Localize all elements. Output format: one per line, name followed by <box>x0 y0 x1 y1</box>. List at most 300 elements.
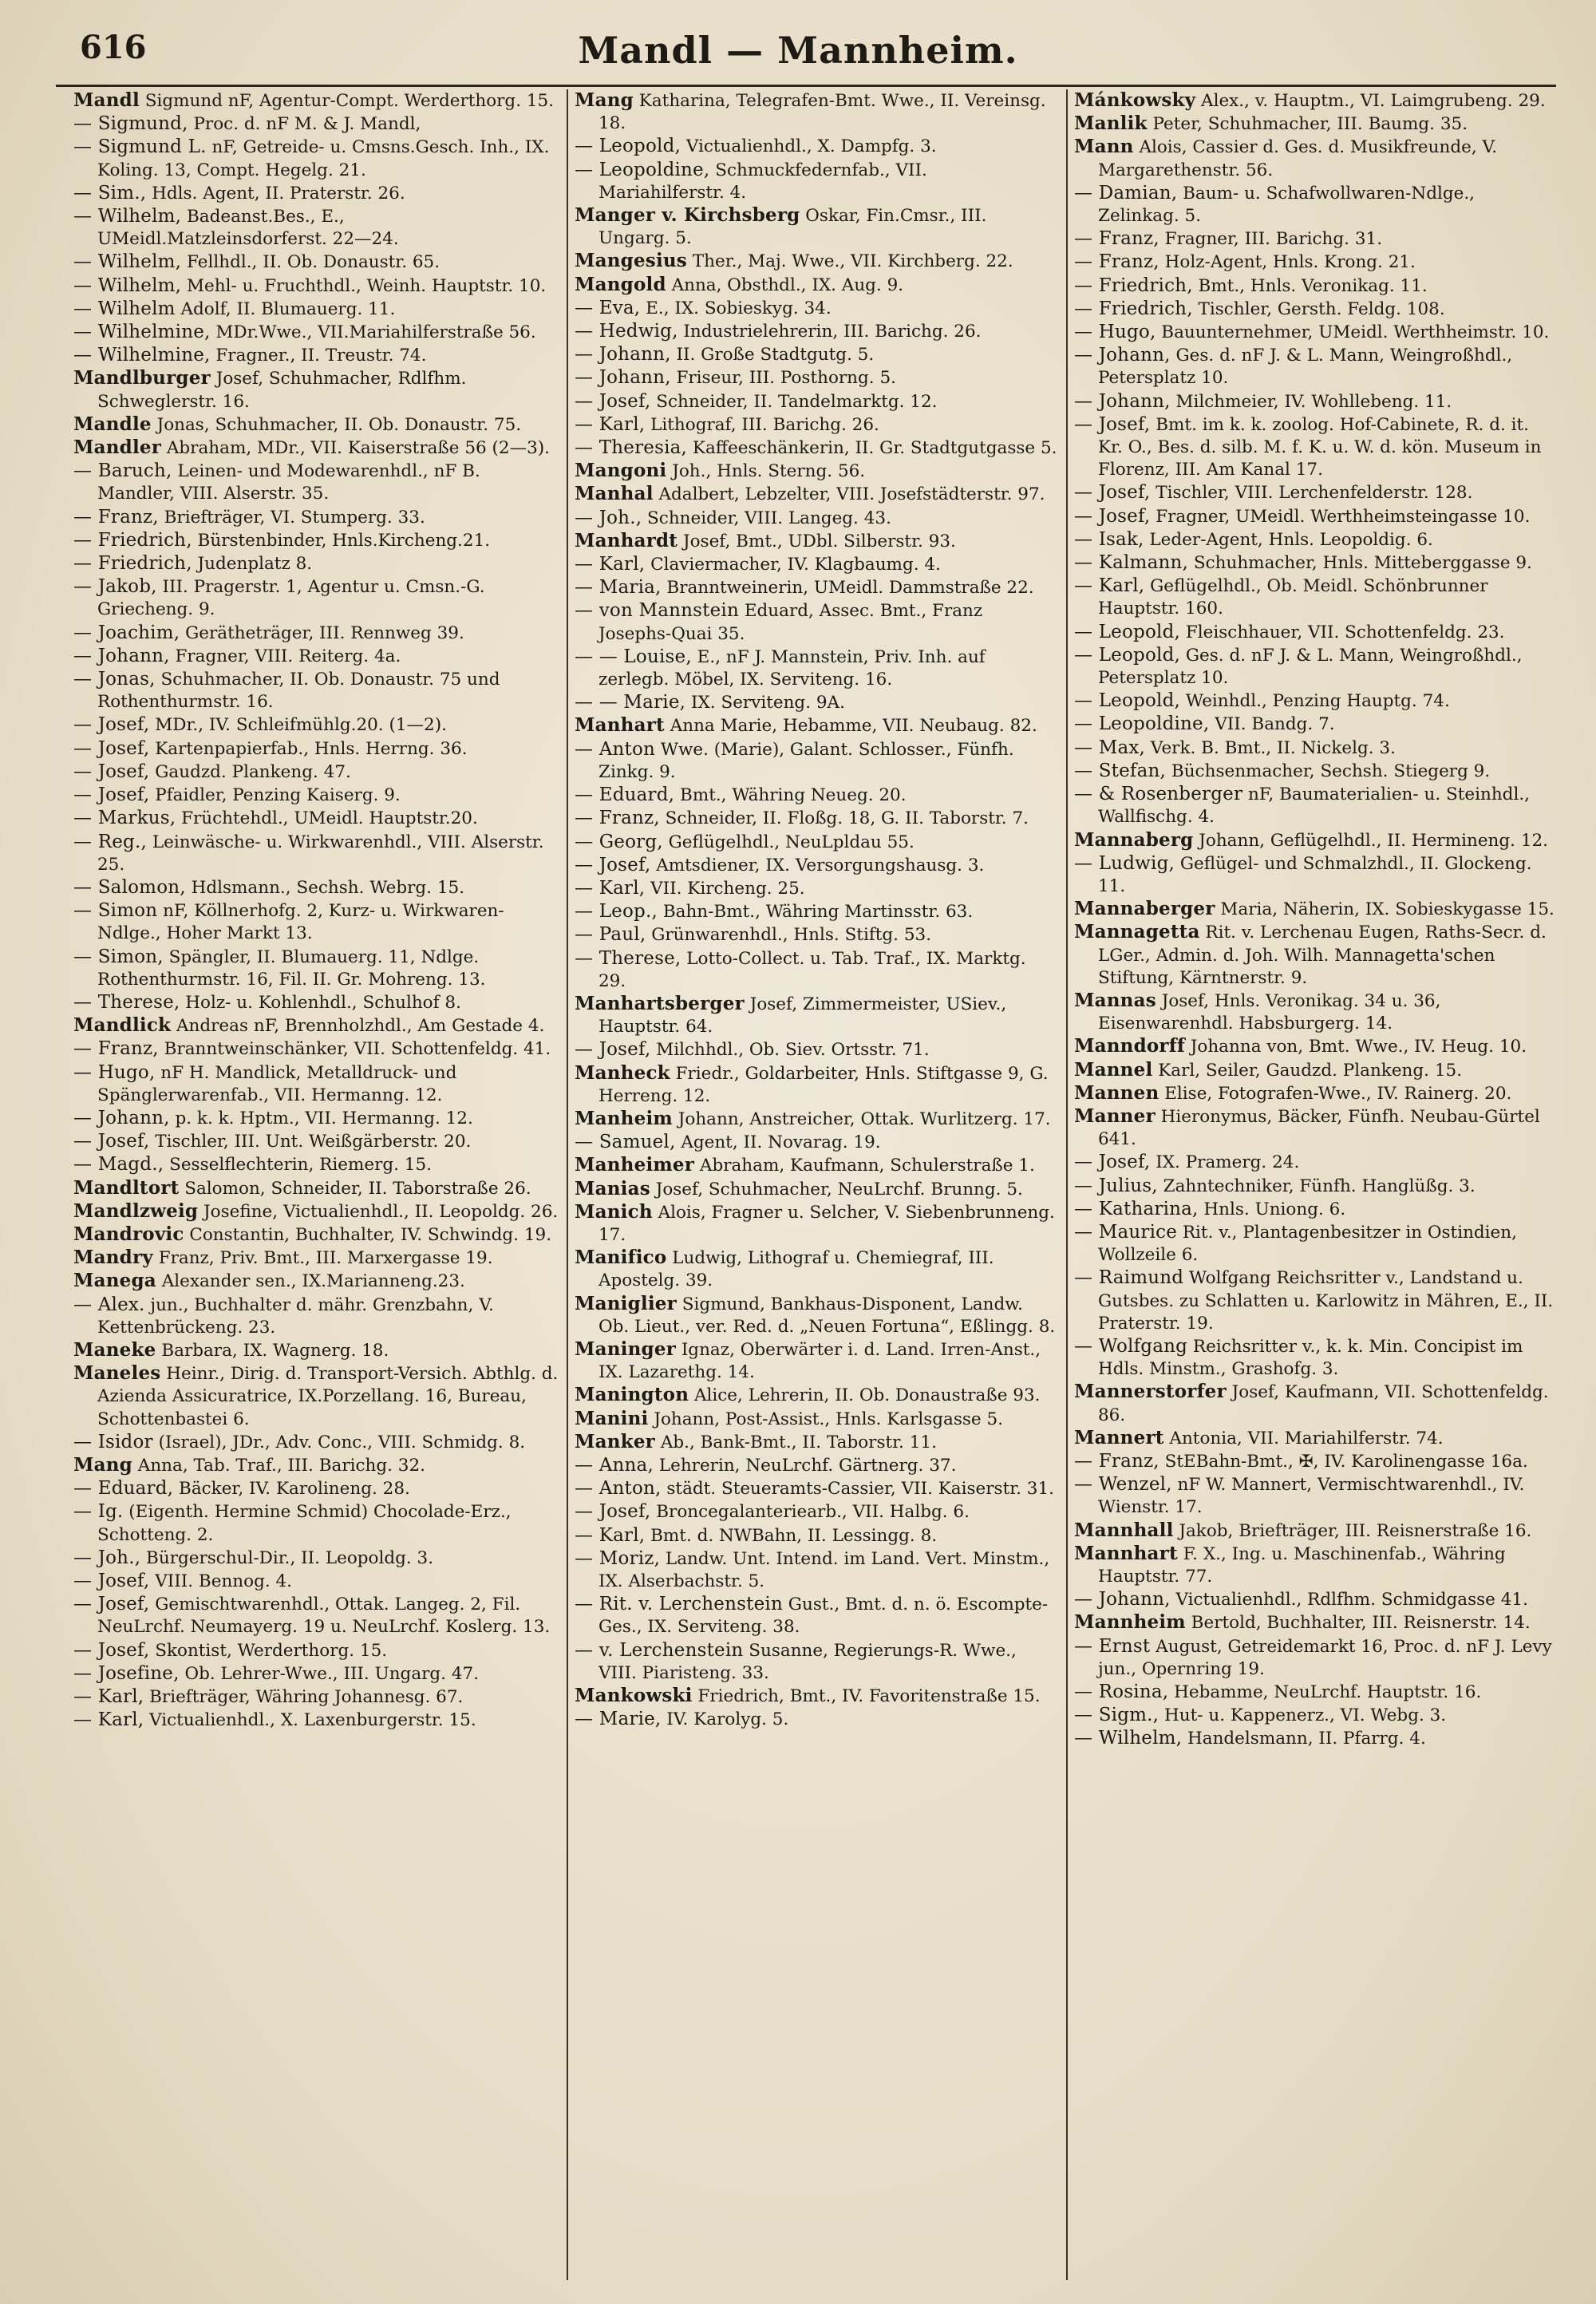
entry-details: Friedrich, Bmt., IV. Favoritenstraße 15. <box>692 1686 1041 1707</box>
entry-details: städt. Steueramts-Cassier, VII. Kaiserstr. 31. <box>661 1479 1054 1500</box>
entry-details: nF, Getreide- u. Cmsns.Gesch. Inh., IX. Koling. 13, Compt. Hegelg. 21. <box>97 137 550 180</box>
entry-name: — Wilhelm, <box>1074 1728 1183 1749</box>
entry-details: Branntweinschänker, VII. Schottenfeldg. 41. <box>158 1039 551 1060</box>
entry-details: Maria, Näherin, IX. Sobieskygasse 15. <box>1215 899 1555 920</box>
directory-entry <box>575 1524 1058 1547</box>
entry-details: Victualienhdl., X. Laxenburgerstr. 15. <box>144 1710 476 1731</box>
entry-name: Maneke <box>73 1338 156 1361</box>
directory-entry <box>575 413 1058 437</box>
entry-details: StEBahn-Bmt., ✠, IV. Karolinengasse 16a. <box>1159 1451 1528 1472</box>
directory-entry <box>1074 528 1558 551</box>
entry-details: Ther., Maj. Wwe., VII. Kirchberg. 22. <box>686 251 1013 272</box>
directory-entry <box>1074 1221 1558 1267</box>
entry-details: Josef, Kaufmann, VII. Schottenfeldg. 86. <box>1098 1382 1549 1425</box>
entry-details: nF, Köllnerhofg. 2, Kurz- u. Wirkwaren-Ndlge., Hoher Markt 13. <box>97 901 504 944</box>
directory-entry <box>73 991 559 1014</box>
entry-name: — Georg, <box>575 831 663 852</box>
entry-details: IX. Serviteng. 9A. <box>685 693 845 713</box>
directory-entry <box>1074 690 1558 713</box>
directory-entry <box>73 876 559 899</box>
entry-name: — Max, <box>1074 737 1146 758</box>
entry-name: Mánkowsky <box>1074 89 1196 111</box>
entry-name: — Hugo, <box>73 1061 156 1083</box>
entry-name: Manlik <box>1074 113 1148 135</box>
entry-details: Geflügelhdl., NeuLpldau 55. <box>662 832 915 852</box>
entry-name: — Isak, <box>1074 528 1144 550</box>
directory-entry <box>1074 1473 1558 1519</box>
entry-details: Bmt., Währing Neueg. 20. <box>674 785 907 806</box>
entry-details: Fragner, III. Barichg. 31. <box>1159 229 1383 250</box>
entry-details: Gerätheträger, III. Rennweg 39. <box>180 622 464 643</box>
entry-details: Badeanst.Bes., E., UMeidl.Matzleinsdorferst. 22—24. <box>97 207 399 250</box>
directory-entry <box>1074 921 1558 990</box>
entry-details: Leder-Agent, Hnls. Leopoldig. 6. <box>1144 529 1433 550</box>
directory-entry <box>575 530 1058 553</box>
entry-details: Constantin, Buchhalter, IV. Schwindg. 19. <box>184 1224 552 1245</box>
entry-details: VIII. Bennog. 4. <box>149 1571 293 1591</box>
entry-details: Sigmund nF, Agentur-Compt. Werderthorg. 15. <box>139 91 555 111</box>
entry-name: — Raimund <box>1074 1267 1184 1289</box>
entry-details: nF W. Mannert, Vermischtwarenhdl., IV. Wienstr. 17. <box>1098 1475 1525 1518</box>
entry-details: III. Pragerstr. 1, Agentur u. Cmsn.-G. Griecheng. 9. <box>97 577 485 620</box>
directory-entry <box>73 182 559 205</box>
directory-entry <box>73 1362 559 1431</box>
directory-entry <box>1074 89 1558 113</box>
entry-details: Judenplatz 8. <box>192 554 313 575</box>
directory-entry <box>575 159 1058 204</box>
entry-name: — Julius, <box>1074 1175 1158 1196</box>
directory-entry <box>73 1014 559 1037</box>
entry-details: Milchhdl., Ob. Siev. Ortsstr. 71. <box>650 1040 930 1061</box>
entry-name: Manini <box>575 1407 649 1429</box>
entry-details: (Israel), JDr., Adv. Conc., VIII. Schmidg. 8. <box>152 1432 526 1452</box>
entry-name: — Isidor <box>73 1431 153 1452</box>
directory-entry <box>1074 1727 1558 1750</box>
entry-name: — Markus, <box>73 808 176 829</box>
entry-details: Rit. v., Plantagenbesitzer in Ostindien, Wollzeile 6. <box>1098 1222 1517 1266</box>
directory-entry <box>575 366 1058 389</box>
directory-entry <box>73 1662 559 1686</box>
entry-name: — Eduard, <box>575 784 675 806</box>
entry-name: Mang <box>575 89 634 111</box>
entry-name: — Karl, <box>1074 575 1145 597</box>
directory-entry <box>575 320 1058 343</box>
directory-entry <box>575 854 1058 877</box>
directory-entry <box>73 136 559 181</box>
entry-details: Reichsritter v., k. k. Min. Concipist im Hdls. Minstm., Grashofg. 3. <box>1098 1336 1523 1380</box>
entry-details: Alois, Cassier d. Ges. d. Musikfreunde, V. Margarethenstr. 56. <box>1098 137 1498 180</box>
entry-details: Schneider, VIII. Langeg. 43. <box>642 508 891 528</box>
entry-name: — Josef, <box>73 761 150 782</box>
entry-name: — Kalmann, <box>1074 552 1189 574</box>
directory-entry <box>1074 1681 1558 1704</box>
directory-entry <box>73 1593 559 1638</box>
entry-name: — Therese, <box>575 947 681 969</box>
directory-entry <box>575 947 1058 993</box>
entry-details: Bürstenbinder, Hnls.Kircheng.21. <box>192 530 491 551</box>
directory-entry <box>1074 1427 1558 1450</box>
entry-details: Hdls. Agent, II. Praterstr. 26. <box>146 183 405 204</box>
directory-entry <box>73 1339 559 1362</box>
directory-entry <box>73 1709 559 1732</box>
entry-details: Karl, Seiler, Gaudzd. Plankeng. 15. <box>1152 1060 1463 1081</box>
entry-name: — Rosina, <box>1074 1682 1169 1703</box>
directory-entry <box>73 298 559 321</box>
directory-entry <box>575 831 1058 854</box>
entry-name: — Moriz, <box>575 1547 661 1569</box>
entry-name: — Ig. <box>73 1501 124 1523</box>
directory-entry <box>575 1500 1058 1523</box>
entry-details: Wolfgang Reichsritter v., Landstand u. Gutsbes. zu Schlatten u. Karlowitz in Mähren, E., II. Praterstr. 19. <box>1098 1268 1554 1334</box>
entry-name: — Friedrich, <box>73 529 192 551</box>
directory-entry <box>73 113 559 136</box>
directory-entry <box>73 1200 559 1223</box>
directory-entry <box>575 204 1058 250</box>
entry-details: Ges. d. nF J. & L. Mann, Weingroßhdl., Petersplatz 10. <box>1098 645 1523 689</box>
entry-name: — Josef, <box>1074 1152 1151 1173</box>
entry-name: — Josef, <box>575 390 651 412</box>
directory-entry <box>575 738 1058 784</box>
entry-details: Früchtehdl., UMeidl. Hauptstr.20. <box>176 808 478 829</box>
entry-details: VII. Bandg. 7. <box>1209 714 1335 735</box>
directory-entry <box>73 807 559 830</box>
directory-entry <box>73 1223 559 1247</box>
directory-entry <box>1074 1151 1558 1174</box>
directory-entry <box>575 1131 1058 1154</box>
entry-name: — Theresia, <box>575 437 688 459</box>
entry-name: Mannaberg <box>1074 828 1194 851</box>
directory-entry <box>73 1270 559 1293</box>
entry-details: Hebamme, NeuLrchf. Hauptstr. 16. <box>1168 1682 1482 1703</box>
entry-name: — Karl, <box>575 413 646 435</box>
directory-entry <box>575 437 1058 460</box>
entry-name: Mangoni <box>575 460 667 482</box>
entry-details: Johann, Anstreicher, Ottak. Wurlitzerg. 17. <box>672 1109 1051 1129</box>
entry-details: Schmuckfedernfab., VII. Mariahilferstr. 4. <box>598 160 927 203</box>
directory-entry <box>73 344 559 367</box>
entry-name: — v. Lerchenstein <box>575 1639 744 1661</box>
entry-name: — von Mannstein <box>575 600 739 622</box>
directory-entry <box>575 250 1058 273</box>
directory-entry <box>575 691 1058 714</box>
directory-entry <box>1074 575 1558 620</box>
entry-name: — Anton, <box>575 1478 662 1500</box>
entry-name: — Hugo, <box>1074 322 1156 343</box>
entry-details: Fellhdl., II. Ob. Donaustr. 65. <box>181 252 440 273</box>
entry-name: Manega <box>73 1270 156 1292</box>
entry-details: Bertold, Buchhalter, III. Reisnerstr. 14. <box>1185 1613 1531 1634</box>
entry-details: Hnls. Uniong. 6. <box>1198 1199 1346 1219</box>
entry-details: Bmt. im k. k. zoolog. Hof-Cabinete, R. d. it. Kr. O., Bes. d. silb. M. f. K. u. W. d. kön. Museum in Florenz, III. Am Kanal 17. <box>1098 414 1542 480</box>
entry-details: IX. Pramerg. 24. <box>1150 1152 1300 1173</box>
entry-details: Proc. d. nF M. & J. Mandl, <box>188 114 421 135</box>
directory-entry <box>1074 852 1558 898</box>
directory-entry <box>575 274 1058 297</box>
entry-name: — Simon <box>73 900 158 922</box>
directory-entry <box>73 1153 559 1176</box>
entry-details: Adalbert, Lebzelter, VIII. Josefstädterstr. 97. <box>653 484 1045 505</box>
entry-name: — & Rosenberger <box>1074 784 1243 805</box>
entry-name: Mangesius <box>575 250 687 272</box>
directory-entry <box>73 946 559 991</box>
directory-entry <box>1074 1635 1558 1681</box>
entry-details: Tischler, Gersth. Feldg. 108. <box>1192 298 1445 319</box>
entry-details: Landw. Unt. Intend. im Land. Vert. Minstm., IX. Alserbachstr. 5. <box>598 1548 1050 1591</box>
entry-name: Mandlick <box>73 1014 172 1037</box>
entry-name: Manich <box>575 1200 653 1223</box>
entry-details: Johann, Geflügelhdl., II. Hermineng. 12. <box>1193 830 1549 851</box>
entry-details: Joh., Hnls. Sterng. 56. <box>666 461 866 482</box>
entry-details: Ges. d. nF J. & L. Mann, Weingroßhdl., Petersplatz 10. <box>1098 346 1513 389</box>
directory-entry <box>575 900 1058 923</box>
entry-name: Mandlzweig <box>73 1199 199 1222</box>
column-middle <box>567 89 1066 2280</box>
entry-details: Tischler, VIII. Lerchenfelderstr. 128. <box>1150 483 1473 504</box>
entry-details: Ab., Bank-Bmt., II. Taborstr. 11. <box>654 1432 937 1452</box>
entry-name: — Leopold, <box>1074 644 1181 666</box>
entry-details: Franz, Priv. Bmt., III. Marxergasse 19. <box>152 1248 493 1269</box>
directory-entry <box>73 1686 559 1709</box>
directory-entry <box>1074 481 1558 504</box>
entry-name: Manington <box>575 1384 689 1406</box>
entry-name: — Franz, <box>1074 251 1159 273</box>
directory-entry <box>1074 783 1558 828</box>
entry-details: II. Große Stadtgutg. 5. <box>670 345 875 366</box>
entry-name: — Sigmund, <box>73 113 188 135</box>
entry-name: — Magd., <box>73 1154 164 1176</box>
entry-name: — Maurice <box>1074 1221 1178 1243</box>
directory-entry <box>1074 990 1558 1035</box>
directory-entry <box>575 1338 1058 1384</box>
entry-details: Gust., Bmt. d. n. ö. Escompte-Ges., IX. Serviteng. 38. <box>598 1595 1049 1638</box>
directory-entry <box>73 529 559 552</box>
entry-name: — Josef, <box>575 1039 651 1061</box>
directory-entry <box>1074 829 1558 852</box>
directory-entry <box>575 1477 1058 1500</box>
entry-details: Alexander sen., IX.Marianneng.23. <box>156 1271 465 1292</box>
entry-details: Heinr., Dirig. d. Transport-Versich. Abthlg. d. Azienda Assicuratrice, IX.Porzellang. 16, Bureau, Schottenbastei 6. <box>97 1364 559 1429</box>
entry-name: — Wilhelm, <box>73 275 182 296</box>
entry-details: Victualienhdl., Rdlfhm. Schmidgasse 41. <box>1170 1590 1528 1610</box>
directory-entry <box>575 1178 1058 1201</box>
entry-name: — Friedrich, <box>1074 275 1193 296</box>
directory-entry <box>1074 275 1558 298</box>
entry-name: Mannhall <box>1074 1519 1174 1541</box>
entry-details: F. X., Ing. u. Maschinenfab., Währing Hauptstr. 77. <box>1098 1543 1506 1587</box>
entry-name: Manndorff <box>1074 1035 1185 1057</box>
entry-details: Ob. Lehrer-Wwe., III. Ungarg. 47. <box>179 1663 480 1684</box>
entry-name: — Josef, <box>73 1131 150 1152</box>
directory-entry <box>73 737 559 761</box>
entry-details: Lithograf, III. Barichg. 26. <box>645 414 879 435</box>
entry-name: Mang <box>73 1453 132 1476</box>
entry-name: — Josef, <box>575 1501 651 1523</box>
entry-details: Salomon, Schneider, II. Taborstraße 26. <box>179 1178 531 1199</box>
entry-details: Branntweinerin, UMeidl. Dammstraße 22. <box>661 578 1034 599</box>
entry-details: Rit. v. Lerchenau Eugen, Raths-Secr. d. LGer., Admin. d. Joh. Wilh. Mannagetta'schen Stiftung, Kärntnerstr. 9. <box>1098 923 1547 988</box>
entry-name: — Samuel, <box>575 1132 676 1153</box>
directory-entry <box>1074 1267 1558 1335</box>
directory-entry <box>1074 1198 1558 1221</box>
entry-name: — Johann, <box>73 1107 170 1128</box>
entry-details: Handelsmann, II. Pfarrg. 4. <box>1182 1729 1426 1749</box>
entry-details: Holz-Agent, Hnls. Krong. 21. <box>1159 252 1416 273</box>
entry-name: Manhal <box>575 483 654 505</box>
directory-entry <box>575 784 1058 807</box>
directory-entry <box>575 807 1058 830</box>
directory-entry <box>1074 1543 1558 1588</box>
entry-details: IV. Karolyg. 5. <box>661 1709 789 1730</box>
entry-name: Manger v. Kirchsberg <box>575 204 800 227</box>
directory-entry <box>73 205 559 251</box>
entry-details: Pfaidler, Penzing Kaiserg. 9. <box>149 785 401 806</box>
entry-name: — Baruch, <box>73 460 172 482</box>
entry-details: Lotto-Collect. u. Tab. Traf., IX. Marktg. 29. <box>598 948 1026 991</box>
entry-name: — Josef, <box>575 854 651 875</box>
directory-entry <box>1074 898 1558 921</box>
entry-details: Fleischhauer, VII. Schottenfeldg. 23. <box>1180 622 1505 642</box>
entry-name: — Anton <box>575 738 656 760</box>
entry-name: — Franz, <box>1074 1450 1159 1472</box>
entry-details: Büchsenmacher, Sechsh. Stiegerg 9. <box>1166 761 1491 781</box>
entry-name: — Josef, <box>1074 413 1151 435</box>
entry-name: — Wilhelm <box>73 298 176 319</box>
entry-name: — Josef, <box>1074 505 1151 527</box>
entry-details: Anna, Obsthdl., IX. Aug. 9. <box>666 275 904 295</box>
entry-details: Geflügel- und Schmalzhdl., II. Glockeng. 11. <box>1098 853 1532 896</box>
entry-name: — Jonas, <box>73 669 156 690</box>
entry-name: — Karl, <box>575 877 646 899</box>
entry-details: Schuhmacher, II. Ob. Donaustr. 75 und Rothenthurmstr. 16. <box>97 670 500 713</box>
entry-name: — Johann, <box>1074 345 1171 366</box>
entry-details: Fragner., II. Treustr. 74. <box>210 346 427 366</box>
entry-name: — Ernst <box>1074 1635 1151 1657</box>
directory-entry <box>73 1130 559 1153</box>
directory-entry <box>1074 760 1558 783</box>
directory-entry <box>575 923 1058 946</box>
directory-entry <box>73 321 559 344</box>
entry-details: Geflügelhdl., Ob. Meidl. Schönbrunner Hauptstr. 160. <box>1098 576 1488 619</box>
entry-details: Fragner, UMeidl. Werthheimsteingasse 10. <box>1150 506 1531 527</box>
entry-name: Manheimer <box>575 1154 695 1176</box>
directory-entry <box>575 1708 1058 1731</box>
directory-entry <box>73 1477 559 1500</box>
directory-entry <box>1074 737 1558 760</box>
entry-name: Manifico <box>575 1247 667 1269</box>
entry-name: — Maria, <box>575 577 662 599</box>
entry-details: Anna Marie, Hebamme, VII. Neubaug. 82. <box>664 716 1037 737</box>
directory-entry <box>1074 413 1558 482</box>
directory-entry <box>73 668 559 713</box>
entry-details: Verk. B. Bmt., II. Nickelg. 3. <box>1145 737 1396 758</box>
entry-name: — Wilhelmine, <box>73 345 211 366</box>
directory-entry <box>73 1547 559 1570</box>
directory-entry <box>575 553 1058 576</box>
entry-details: Agent, II. Novarag. 19. <box>675 1132 881 1153</box>
entry-details: Weinhdl., Penzing Hauptg. 74. <box>1180 691 1450 712</box>
entry-name: Manhartsberger <box>575 992 745 1014</box>
directory-entry <box>73 645 559 668</box>
entry-name: — Franz, <box>73 506 159 528</box>
page-header <box>48 22 1548 78</box>
entry-name: Mandler <box>73 437 162 459</box>
directory-entry <box>575 1038 1058 1061</box>
column-right <box>1066 89 1566 2280</box>
directory-entry <box>73 1500 559 1546</box>
entry-name: — Josefine, <box>73 1662 180 1684</box>
entry-details: MDr.Wwe., VII.Mariahilferstraße 56. <box>210 322 536 343</box>
directory-entry <box>575 1593 1058 1638</box>
entry-name: — Hedwig, <box>575 321 678 342</box>
entry-details: Skontist, Werderthorg. 15. <box>149 1640 388 1661</box>
entry-name: — Leopold, <box>1074 621 1181 642</box>
directory-entry <box>1074 1588 1558 1611</box>
entry-details: VII. Kircheng. 25. <box>645 878 805 899</box>
entry-name: — Karl, <box>575 554 646 575</box>
entry-details: Spängler, II. Blumauerg. 11, Ndlge. Rothenthurmstr. 16, Fil. II. Gr. Mohreng. 13. <box>97 946 486 990</box>
entry-name: Mandle <box>73 413 152 435</box>
entry-name: — Marie, <box>575 1709 662 1730</box>
entry-name: — Ludwig, <box>1074 852 1175 874</box>
entry-name: — Josef, <box>73 1594 150 1615</box>
entry-name: — Sigm., <box>1074 1705 1159 1726</box>
directory-entry <box>1074 1175 1558 1198</box>
directory-entry <box>73 460 559 505</box>
entry-name: — — Louise, <box>575 646 692 667</box>
entry-details: Wwe. (Marie), Galant. Schlosser., Fünfh. Zinkg. 9. <box>598 739 1014 782</box>
entry-name: — Friedrich, <box>73 553 192 575</box>
directory-entry <box>575 390 1058 413</box>
entry-name: — Leopoldine, <box>1074 713 1210 735</box>
entry-details: Gemischtwarenhdl., Ottak. Langeg. 2, Fil. NeuLrchf. Neumayerg. 19 u. NeuLrchf. Koslerg. 13. <box>97 1595 551 1638</box>
entry-details: p. k. k. Hptm., VII. Hermanng. 12. <box>169 1108 473 1128</box>
entry-details: Josef, Bmt., UDbl. Silberstr. 93. <box>678 531 956 551</box>
directory-entry <box>73 622 559 645</box>
directory-entry <box>575 1247 1058 1292</box>
entry-details: Victualienhdl., X. Dampfg. 3. <box>681 136 937 157</box>
directory-entry <box>73 1247 559 1270</box>
entry-name: — Friedrich, <box>1074 298 1193 319</box>
entry-details: Susanne, Regierungs-R. Wwe., VIII. Piaristeng. 33. <box>598 1640 1017 1683</box>
entry-details: Schuhmacher, Hnls. Mitteberggasse 9. <box>1188 553 1532 574</box>
entry-name: — Josef, <box>73 737 150 759</box>
entry-name: — Karl, <box>575 1524 646 1546</box>
directory-entry <box>73 1454 559 1477</box>
entry-details: MDr., IV. Schleifmühlg.20. (1—2). <box>149 715 447 736</box>
entry-name: — Stefan, <box>1074 760 1167 781</box>
entry-details: Bauunternehmer, UMeidl. Werthheimstr. 10. <box>1156 322 1550 343</box>
entry-name: — Josef, <box>1074 482 1151 504</box>
entry-name: — Paul, <box>575 924 646 946</box>
entry-details: Hut- u. Kappenerz., VI. Webg. 3. <box>1159 1705 1447 1726</box>
entry-details: Peter, Schuhmacher, III. Baumg. 35. <box>1147 114 1468 135</box>
directory-entry <box>1074 251 1558 274</box>
entry-name: Mankowski <box>575 1685 693 1707</box>
directory-entry <box>1074 182 1558 227</box>
entry-name: — Leopoldine, <box>575 159 710 180</box>
directory-entry <box>1074 136 1558 181</box>
directory-entry <box>575 135 1058 158</box>
entry-details: Gaudzd. Plankeng. 47. <box>149 761 351 782</box>
entry-details: August, Getreidemarkt 16, Proc. d. nF J. Levy jun., Opernring 19. <box>1098 1636 1552 1679</box>
entry-details: Alois, Fragner u. Selcher, V. Siebenbrunneng. 17. <box>598 1202 1055 1245</box>
entry-name: — Franz, <box>575 808 660 829</box>
entry-name: — Joachim, <box>73 622 180 643</box>
directory-entry <box>1074 390 1558 413</box>
directory-entry <box>1074 298 1558 321</box>
directory-entry <box>1074 1611 1558 1634</box>
entry-details: Broncegalanteriearb., VII. Halbg. 6. <box>650 1502 970 1523</box>
